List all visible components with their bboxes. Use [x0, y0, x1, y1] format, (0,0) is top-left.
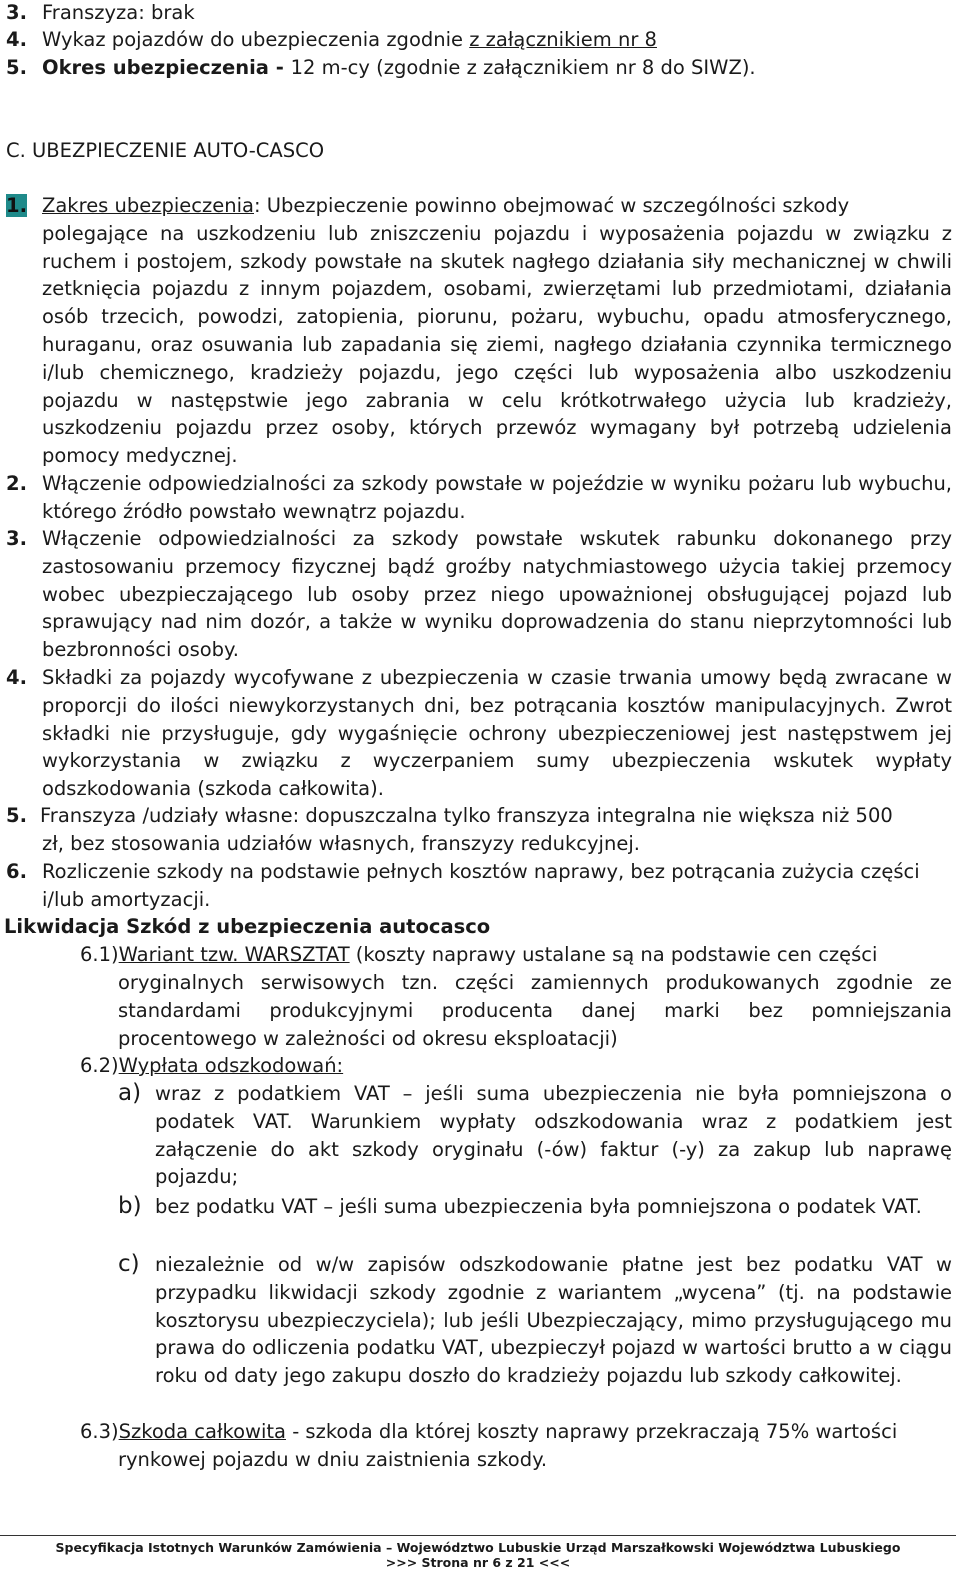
- underlined-label: Wariant tzw. WARSZTAT: [118, 943, 350, 966]
- section-heading: [6, 137, 324, 165]
- item-text: polegające na uszkodzeniu lub zniszczeniu pojazdu i wyposażenia pojazdu w związku z ruchem i postojem, szkody powstałe na skutek nagłego działania siły mechanicznej w chwili zetknięcia pojazdu z innym pojazdem, osobami, zwierzętami lub przedmiotami, działania osób trzecich, powodzi, zatopienia, piorunu, pożaru, wybuchu, opadu atmosferycznego, huraganu, oraz osuwania lub zapadania się ziemi, nagłego działania czynnika termicznego i/lub chemicznego, kradzieży pojazdu, jego części lub wyposażenia albo uszkodzeniu pojazdu w następstwie jego zabrania w celu krótkotrwałego użycia lub kradzieży, uszkodzeniu pojazdu przez osoby, których przewóz wymagany był potrzebą udzielenia pomocy medycznej.: [42, 221, 952, 468]
- c-item-1-number: [6, 192, 27, 220]
- item-text: Włączenie odpowiedzialności za szkody powstałe w pojeździe w wyniku pożaru lub wybuchu, którego źródło powstało wewnątrz pojazdu.: [42, 472, 952, 523]
- c-item-4: [42, 664, 952, 803]
- item-3: [6, 0, 195, 27]
- item-text: Franszyza: brak: [42, 1, 195, 24]
- sub-number: 6.1): [80, 943, 119, 966]
- item-label: Okres ubezpieczenia -: [42, 56, 291, 79]
- item-5: [6, 54, 756, 82]
- item-text: oryginalnych serwisowych tzn. części zamiennych produkowanych zgodnie ze standardami produkcyjnymi producenta danej marki bez pomniejszania procentowego w zależności od okresu eksploatacji): [118, 971, 952, 1050]
- sub-6-1-body: [118, 969, 952, 1052]
- item-text: wraz z podatkiem VAT – jeśli suma ubezpieczenia nie była pomniejszona o podatek VAT. Warunkiem wypłaty odszkodowania wraz z podatkiem jest załączenie do akt szkody oryginału (-ów) faktur (-y) za zakup lub naprawę pojazdu;: [155, 1082, 952, 1189]
- c-item-5-number: 5.: [6, 804, 27, 827]
- c-item-3-number: 3.: [6, 527, 27, 550]
- footer-divider: [0, 1535, 956, 1536]
- item-text: Wykaz pojazdów do ubezpieczenia zgodnie: [42, 28, 470, 51]
- footer-page-number: >>> Strona nr 6 z 21 <<<: [385, 1555, 571, 1570]
- c-item-6-line-1: Rozliczenie szkody na podstawie pełnych kosztów naprawy, bez potrącania zużycia części: [42, 860, 920, 883]
- c-item-5-line-1: Franszyza /udziały własne: dopuszczalna tylko franszyza integralna nie większa niż 500: [40, 804, 893, 827]
- sub-number: 6.2): [80, 1054, 119, 1077]
- letter-c: c): [118, 1251, 140, 1277]
- c-item-1: [42, 192, 952, 470]
- sub-6-3-line-2: rynkowej pojazdu w dniu zaistnienia szkody.: [118, 1448, 548, 1471]
- item-text: Składki za pojazdy wycofywane z ubezpieczenia w czasie trwania umowy będą zwracane w proporcji do ilości niewykorzystanych dni, bez potrącania kosztów manipulacyjnych. Zwrot składki nie przysługuje, gdy wygaśnięcie ochrony ubezpieczeniowej jest następstwem jej wykorzystania w związku z wyczerpaniem sumy ubezpieczenia wskutek wypłaty odszkodowania (szkoda całkowita).: [42, 666, 952, 801]
- item-text: niezależnie od w/w zapisów odszkodowanie płatne jest bez podatku VAT w przypadku likwidacji szkody zgodnie z wariantem „wycena” (tj. na podstawie kosztorysu ubezpieczyciela); lub jeśli Ubezpieczający, mimo przysługującego mu prawa do odliczenia podatku VAT, ubezpieczył pojazd w wartości brutto a w ciągu roku od daty jego zakupu doszło do kradzieży pojazdu lub szkody całkowitej.: [155, 1253, 952, 1388]
- item-text: Włączenie odpowiedzialności za szkody powstałe wskutek rabunku dokonanego przy zastosowaniu przemocy fizycznej bądź groźby natychmiastowego użycia takiej przemocy wobec ubezpieczającego lub osoby przez niego upoważnionej obsługującej pojazd lub sprawujący nad nim dozór, a także w wyniku doprowadzenia do stanu nieprzytomności lub bezbronności osoby.: [42, 527, 952, 662]
- underlined-label: Wypłata odszkodowań:: [118, 1054, 344, 1077]
- letter-a: a): [118, 1080, 142, 1106]
- underlined-label: Szkoda całkowita: [118, 1420, 286, 1443]
- sub-6-3-lead-line: [80, 1418, 897, 1446]
- letter-b: b): [118, 1193, 142, 1219]
- c-item-4-number: 4.: [6, 666, 27, 689]
- item-4: [6, 26, 657, 54]
- item-text: 12 m-cy (zgodnie z załącznikiem nr 8 do SIWZ).: [290, 56, 756, 79]
- sub-6-2-lead-line: [80, 1052, 343, 1080]
- underlined-reference: z załącznikiem nr 8: [469, 28, 657, 51]
- item-number: 4.: [6, 28, 27, 51]
- item-number: 5.: [6, 56, 27, 79]
- letter-b-body: [155, 1193, 952, 1221]
- underlined-label: Zakres ubezpieczenia: [42, 194, 254, 217]
- c-item-6-number: 6.: [6, 860, 27, 883]
- sub-6-1-lead-line: [80, 941, 877, 969]
- item-text: (koszty naprawy ustalane są na podstawie cen części: [349, 943, 878, 966]
- c-item-1-lead-line: [42, 192, 952, 220]
- letter-a-body: [155, 1080, 952, 1191]
- item-number: 3.: [6, 1, 27, 24]
- likwidacja-heading: Likwidacja Szkód z ubezpieczenia autocasco: [4, 915, 491, 938]
- c-item-5-line-2: zł, bez stosowania udziałów własnych, franszyzy redukcyjnej.: [42, 832, 640, 855]
- c-item-2-number: 2.: [6, 472, 27, 495]
- item-text: : Ubezpieczenie powinno obejmować w szczególności szkody: [254, 194, 850, 217]
- item-text: - szkoda dla której koszty naprawy przekraczają 75% wartości: [286, 1420, 898, 1443]
- letter-c-body: [155, 1251, 952, 1390]
- item-text: bez podatku VAT – jeśli suma ubezpieczenia była pomniejszona o podatek VAT.: [155, 1195, 922, 1218]
- c-item-6-line-2: i/lub amortyzacji.: [42, 888, 211, 911]
- c-item-3: [42, 525, 952, 664]
- section-heading-text: C. UBEZPIECZENIE AUTO-CASCO: [6, 139, 325, 162]
- sub-number: 6.3): [80, 1420, 119, 1443]
- footer-title: Specyfikacja Istotnych Warunków Zamówienia – Województwo Lubuskie Urząd Marszałkowski Województwa Lubuskiego: [55, 1540, 901, 1555]
- highlighted-number: 1.: [6, 194, 27, 217]
- c-item-2: [42, 470, 952, 526]
